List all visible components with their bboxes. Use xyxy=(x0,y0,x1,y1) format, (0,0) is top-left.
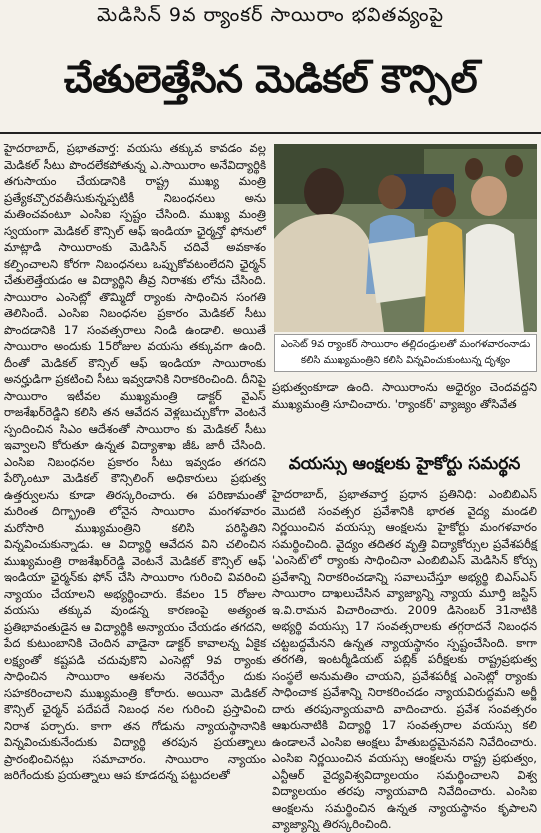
article-body-left-column xyxy=(4,140,266,794)
article-body-right-top xyxy=(272,379,537,445)
photo-illustration xyxy=(274,144,537,332)
high-court-story-text: హైదరాబాద్, ప్రభాతవార్త ప్రధాన ప్రతినిధి: ఎంబిబిఎస్ మొదటి సంవత్సర ప్రవేశానికి భారత వైద్య మండలి నిర్ణయించిన వయస్సు ఆంక్షలను హైకోర్టు మంగళవారం సమర్థించింది. వైద్యం తదితర వృత్తి విద్యాకోర్సుల ప్రవేశపరీక్ష 'ఎంసెట్'లో ర్యాంకు సాధించినా ఎంబిబిఎస్ మెడిసిన్ కోర్సు ప్రవేశాన్ని నిరాకరించడాన్ని సవాలుచేస్తూ అభ్యర్థి బిఎస్ఎస్ సాయిరాం దాఖలుచేసిన వ్యాజ్యాన్ని న్యాయ మూర్తి జస్టిస్ ఇ.వి.రామన విచారించారు. 2009 డిసెంబర్ 31నాటికి అభ్యర్థి వయస్సు 17 సంవత్సరాలకు తగ్గరాదనే నిబంధన చట్టబద్ధమేనని ఉన్నత న్యాయస్థానం స్పష్టంచేసింది. కాగా తరగతి, ఇంటర్మీడియట్ పబ్లిక్ పరీక్షలకు రాష్ట్రప్రభుత్వ సంస్థలే అనుమతిం చాయని, ప్రవేశపరీక్ష ఎంసెట్లో ర్యాంకు సాధించాక ప్రవేశాన్ని నిరాకరించడం న్యాయవిరుద్ధమని అర్జీ దారు తరపున్యాయవాది వాదించారు. ప్రవేశ సంవత్సరం ఆఖరునాటికి విద్యార్థి 17 సంవత్సరాల వయస్సు కలి ఉండాలనే ఎంసిఐ ఆంక్షలు హేతుబద్ధమైనవని నివేదించారు. ఎంసిఐ నిర్ణయించిన వయస్సు ఆంక్షలను రాష్ట్ర ప్రభుత్వం, ఎన్టీఆర్ వైద్యవిశ్వవిద్యాలయం సమర్థించాలని విశ్వ విద్యాలయం తరపు న్యాయవాది నివేదించారు. ఎంసిఐ ఆంక్షలను సమర్థించిన ఉన్నత న్యాయస్థానం కృపాలని వ్యాజ్యాన్ని తిరస్కరించింది. xyxy=(272,487,537,831)
photo-caption: ఎంసెట్ 9వ ర్యాంకర్ సాయిరాం తల్లిదండ్రులతో మంగళవారంనాడు కలిసి ముఖ్యమంత్రిని కలిసి విన్నవించుకుంటున్న దృశ్యం xyxy=(274,334,537,372)
continued-text: ప్రభుత్వంకూడా ఉంది. సాయిరాంను అధైర్యం చెందవద్దని ముఖ్యమంత్రి సూచించారు. 'ర్యాంకర్' వ్యాజ్యం తోసివేత xyxy=(272,380,537,411)
article-headline: చేతులెత్తేసిన మెడికల్ కౌన్సిల్ xyxy=(63,57,478,101)
article-body-text: హైదరాబాద్, ప్రభాతవార్త: వయసు తక్కువ కావడం వల్ల మెడికల్ సీటు పొందలేకపోతున్న ఎ.సాయిరాం అనేవిద్యార్థికి తగుసాయం చేయడానికి రాష్ట్ర ముఖ్య మంత్రి ప్రత్యేకచ్చొరవతీసుకున్నప్పటికీ నిబంధనలు అను మతించవంటూ ఎంసిఐ స్పష్టం చేసింది. ముఖ్య మంత్రి స్వయంగా మెడికల్ కౌన్సిల్ ఆఫ్ ఇండియా ఛైర్మన్తో ఫోనులో మాట్లాడి సాయిరాంకు మెడిసిన్ చదివే అవకాశం కల్పించాలని కోరగా నిబంధనలు ఒప్పుకోవటంలేదని ఛైర్మన్ చేతులెత్తేయడం ఆ విద్యార్థిని తీవ్ర నిరాశకు లోను చేసింది. సాయిరాం ఎంసెట్లో తొమ్మిదో ర్యాంకు సాధించిన సంగతి తెలిసిందే. ఎంసిఐ నిబంధనల ప్రకారం మెడికల్ సీటు పొందడానికి 17 సంవత్సరాలు నిండి ఉండాలి. అయితే సాయిరాం అందుకు 15రోజుల వయసు తక్కువగా ఉంది. దీంతో మెడికల్ కౌన్సిల్ ఆఫ్ ఇండియా సాయిరాంకు అనర్హుడిగా ప్రకటించి సీటు ఇవ్వడానికి నిరాకరించింది. దీనిపై సాయిరాం ఇటీవల ముఖ్యమంత్రి డాక్టర్ వైఎస్ రాజశేఖర్‌రెడ్డిని కలిసి తన ఆవేదన వెళ్లబుచ్చుకోగా వెంటనే స్పందించిన సిఎం ఆదేశంతో సాయిరాం కు మెడికల్ సీటు ఇవ్వాలని కోరుతూ ఉన్నత విద్యాశాఖ జీఓ జారీ చేసింది. ఎంసిఐ నిబంధనల ప్రకారం సీటు ఇవ్వడం తగదని పేర్కొంటూ మెడికల్ కౌన్సిలింగ్ అధికారులు ప్రభుత్వ ఉత్తర్వులను కూడా తిరస్కరించారు. ఈ పరిణామంతో మరింత దిగ్భ్రాంతి లోనైన సాయిరాం మంగళవారం మరోసారి ముఖ్యమంత్రిని కలిసి పరిస్థితిని విన్నవించుకున్నాడు. ఆ విద్యార్థి ఆవేదన విని చలించిన ముఖ్యమంత్రి రాజశేఖర్‌రెడ్డి వెంటనే మెడికల్ కౌన్సిల్ ఆఫ్ ఇండియా ఛైర్మన్‌కు ఫోన్ చేసి సాయిరాం గురించి వివరించి న్యాయం చేయాలని అభ్యర్థించారు. కేవలం 15 రోజుల వయసు తక్కువ వుండన్న కారణంపై అత్యంత ప్రతిభావంతుడైన ఆ విద్యార్థికి అన్యాయం చేయడం తగదని, పేద కుటుంబానికి చెందిన వాడైనా డాక్టర్ కావాలన్న ఏకైక లక్ష్యంతో కష్టపడి చదువుకొని ఎంసెట్లో 9వ ర్యాంకు సాధించిన సాయిరాం ఆశలను నెరవేర్చేం దుకు సహకరించాలని ముఖ్యమంత్రి కోరారు. అయినా మెడికల్ కౌన్సిల్ ఛైర్మన్ పదేపదే నిబంధ నల గురించి ప్రస్తావించి నిరాశ పర్చారు. కాగా తన గోడును న్యాయస్థానానికి విన్నవించుకునేందుకు విద్యార్థి తరపున ప్రయత్నాలు ప్రారంభించినట్లు సమాచారం. సాయిరాం న్యాయం జరిగేందుకు ప్రయత్నాలు ఆప కూడదన్న పట్టుదలతో xyxy=(4,141,266,782)
article-body-right-bottom xyxy=(272,486,537,831)
sub-headline: వయస్సు ఆంక్షలకు హైకోర్టు సమర్థన xyxy=(288,454,521,474)
news-photo xyxy=(274,144,537,332)
headline-divider xyxy=(0,132,541,134)
article-kicker: మెడిసిన్ 9వ ర్యాంకర్ సాయిరాం భవితవ్యంపై xyxy=(96,3,445,26)
